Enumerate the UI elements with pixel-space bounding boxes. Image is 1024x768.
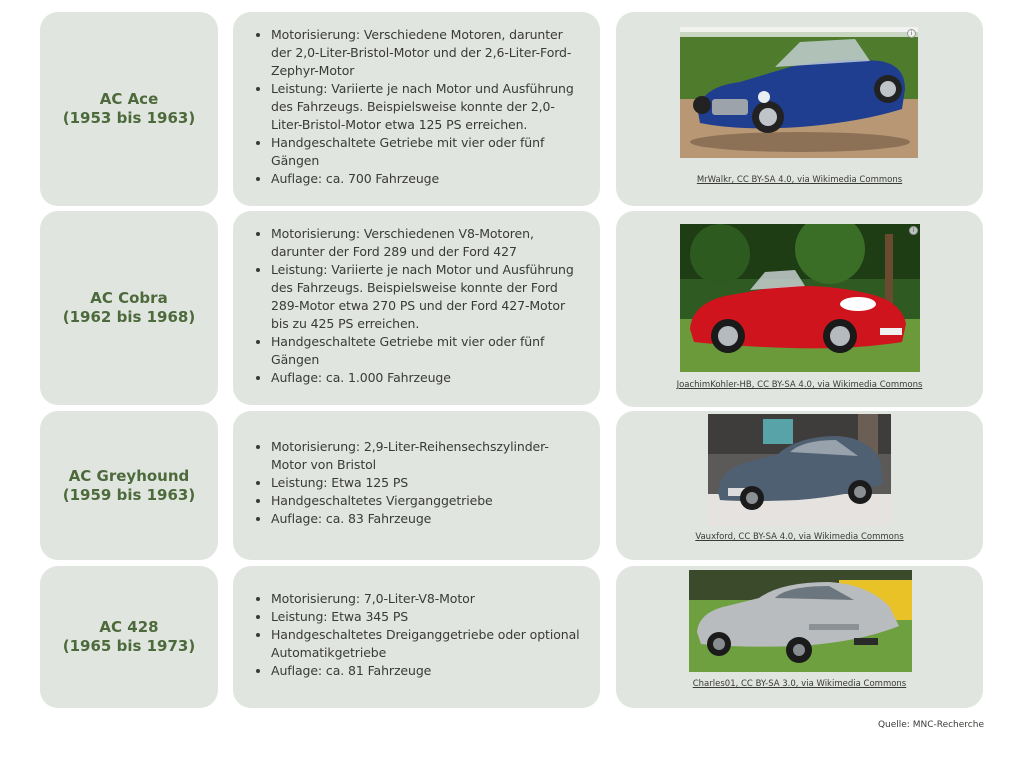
spec-item: • Motorisierung: Verschiedene Motoren, darunter der 2,0-Liter-Bristol-Motor und der 2,6-Liter-Ford-Zephyr-Motor [271,26,582,80]
spec-item: • Auflage: ca. 81 Fahrzeuge [271,662,582,680]
spec-item: • Motorisierung: 2,9-Liter-Reihensechszylinder-Motor von Bristol [271,438,582,474]
model-name: AC Cobra [90,289,168,307]
spec-list [249,225,582,387]
model-photo-card [616,211,983,407]
model-name: AC Ace [99,90,159,108]
model-spec-card [233,211,600,405]
spec-item: • Leistung: Variierte je nach Motor und Ausführung des Fahrzeugs. Beispielsweise konnte der Ford 289-Motor etwa 270 PS und der Ford 427-Motor bis zu 425 PS erreichen. [271,261,582,333]
source-note: Quelle: MNC-Recherche [877,720,984,730]
photo-caption[interactable]: Vauxford, CC BY-SA 4.0, via Wikimedia Commons [695,532,904,542]
spec-item: • Auflage: ca. 83 Fahrzeuge [271,510,582,528]
spec-list [249,590,582,680]
model-photo-card [616,411,983,560]
model-years: (1959 bis 1963) [62,485,196,504]
spec-item: • Handgeschaltetes Vierganggetriebe [271,492,582,510]
blue-roadster-photo [680,27,918,158]
spec-item: • Handgeschaltete Getriebe mit vier oder fünf Gängen [271,134,582,170]
photo-caption[interactable]: Charles01, CC BY-SA 3.0, via Wikimedia Commons [692,679,907,689]
model-name: AC Greyhound [68,466,190,485]
model-photo-card [616,566,983,708]
model-name-card [40,411,218,560]
model-name-card [40,211,218,405]
spec-item: • Auflage: ca. 700 Fahrzeuge [271,170,582,188]
spec-item: • Leistung: Etwa 125 PS [271,474,582,492]
model-photo-card [616,12,983,206]
spec-item: • Motorisierung: 7,0-Liter-V8-Motor [271,590,582,608]
spec-list [249,438,582,528]
model-years: (1962 bis 1968) [62,308,196,326]
model-spec-card [233,411,600,560]
spec-item: • Leistung: Etwa 345 PS [271,608,582,626]
model-years: (1953 bis 1963) [62,109,196,127]
info-icon: i [907,29,916,38]
info-icon: i [909,226,918,235]
spec-list [249,26,582,188]
model-name-card [40,566,218,708]
model-name: AC 428 [99,618,159,636]
spec-item: • Auflage: ca. 1.000 Fahrzeuge [271,369,582,387]
model-spec-card [233,566,600,708]
spec-item: • Handgeschaltete Getriebe mit vier oder fünf Gängen [271,333,582,369]
model-years: (1965 bis 1973) [62,637,196,655]
spec-item: • Motorisierung: Verschiedenen V8-Motoren, darunter der Ford 289 und der Ford 427 [271,225,582,261]
model-name-card [40,12,218,206]
silver-coupe-photo [689,570,912,672]
spec-item: • Handgeschaltetes Dreiganggetriebe oder optional Automatikgetriebe [271,626,582,662]
model-spec-card [233,12,600,206]
spec-item: • Leistung: Variierte je nach Motor und Ausführung des Fahrzeugs. Beispielsweise konnte der 2,0-Liter-Bristol-Motor etwa 125 PS erreichen. [271,80,582,134]
photo-caption[interactable]: MrWalkr, CC BY-SA 4.0, via Wikimedia Commons [696,175,903,185]
red-roadster-photo [680,224,920,372]
photo-caption[interactable]: JoachimKohler-HB, CC BY-SA 4.0, via Wikimedia Commons [676,380,923,390]
grey-coupe-photo [708,414,891,526]
